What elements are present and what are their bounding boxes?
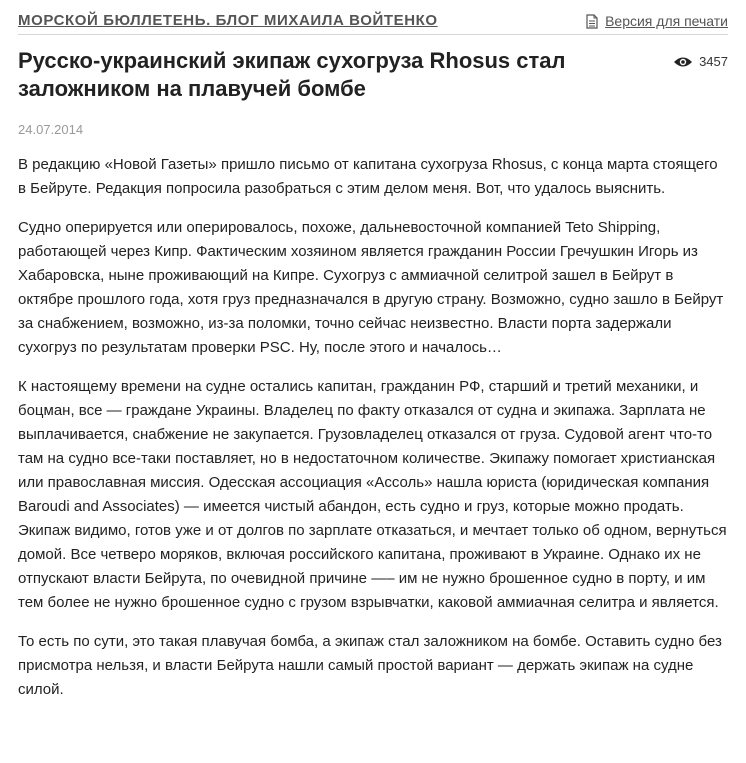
article-body	[18, 153, 728, 702]
print-version-label: Версия для печати	[605, 13, 728, 29]
view-counter	[673, 54, 728, 69]
article-paragraph: Судно оперируется или оперировалось, похоже, дальневосточной компанией Teto Shipping, работающей через Кипр. Фактическим хозяином является гражданин России Гречушкин Игорь из Хабаровска, ныне проживающий на Кипре. Сухогруз с аммиачной селитрой зашел в Бейрут в октябре прошлого года, хотя груз предназначался в другую страну. Возможно, судно зашло в Бейрут за снабжением, возможно, из-за поломки, точно сейчас неизвестно. Власти порта задержали сухогруз по результатам проверки PSC. Ну, после этого и началось…	[18, 219, 724, 356]
publish-date: 24.07.2014	[18, 122, 84, 137]
document-icon	[586, 14, 598, 29]
article-paragraph: То есть по сути, это такая плавучая бомба, а экипаж стал заложником на бомбе. Оставить судно без присмотра нельзя, и власти Бейрута нашли самый простой вариант — держать экипаж на судне силой.	[18, 633, 722, 698]
eye-icon	[673, 56, 693, 68]
print-version-link[interactable]	[586, 13, 728, 29]
article-paragraph: В редакцию «Новой Газеты» пришло письмо от капитана сухогруза Rhosus, с конца марта стоящего в Бейруте. Редакция попросила разобраться с этим делом меня. Вот, что удалось выяснить.	[18, 156, 718, 197]
blog-title-link[interactable]: МОРСКОЙ БЮЛЛЕТЕНЬ. БЛОГ МИХАИЛА ВОЙТЕНКО	[18, 12, 438, 29]
view-count: 3457	[699, 54, 728, 69]
headline-row	[18, 47, 728, 103]
article-title: Русско-украинский экипаж сухогруза Rhosus стал заложником на плавучей бомбе	[18, 48, 566, 101]
article-paragraph: К настоящему времени на судне остались капитан, гражданин РФ, старший и третий механики, и боцман, все — граждане Украины. Владелец по факту отказался от судна и экипажа. Зарплата не выплачивается, снабжение не закупается. Грузовладелец отказался от груза. Судовой агент что-то там на судно все-таки поставляет, но в недостаточном количестве. Экипажу помогает христианская или православная миссия. Одесская ассоциация «Ассоль» нашла юриста (юридическая компания Baroudi and Associates) — имеется чистый абандон, есть судно и груз, которые можно продать. Экипаж видимо, готов уже и от долгов по зарплате отказаться, и мечтает только об одном, вернуться домой. Все четверо моряков, включая российского капитана, проживают в Украине. Однако их не отпускают власти Бейрута, по очевидной причине —– им не нужно брошенное судно в порту, и им тем более не нужно брошенное судно с грузом взрывчатки, каковой аммиачная селитра и является.	[18, 378, 727, 611]
top-bar	[18, 0, 728, 35]
